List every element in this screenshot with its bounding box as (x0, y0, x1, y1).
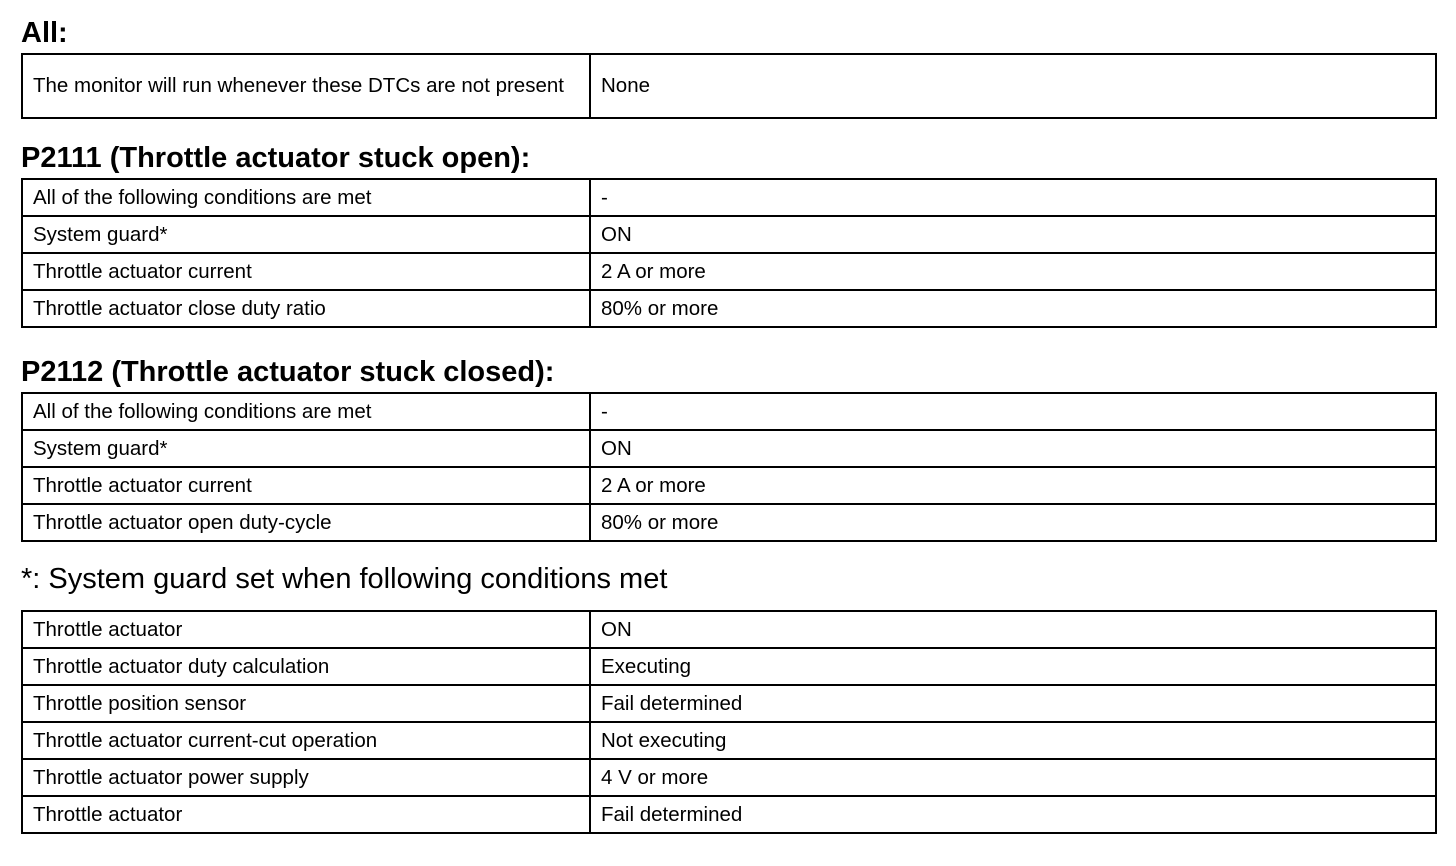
section-heading-p2111: P2111 (Throttle actuator stuck open): (21, 142, 531, 174)
condition-label: All of the following conditions are met (22, 179, 590, 216)
condition-value: 80% or more (590, 504, 1436, 541)
table-row (22, 722, 1436, 759)
p2111-conditions-table (21, 178, 1437, 328)
condition-value: Fail determined (590, 796, 1436, 833)
condition-value: Executing (590, 648, 1436, 685)
condition-value: 2 A or more (590, 467, 1436, 504)
condition-label: Throttle actuator open duty-cycle (22, 504, 590, 541)
table-row (22, 393, 1436, 430)
condition-value: Not executing (590, 722, 1436, 759)
condition-value: 80% or more (590, 290, 1436, 327)
table-row (22, 290, 1436, 327)
table-row (22, 759, 1436, 796)
condition-label: System guard* (22, 216, 590, 253)
condition-label: The monitor will run whenever these DTCs are not present (22, 54, 590, 118)
table-row (22, 648, 1436, 685)
condition-label: System guard* (22, 430, 590, 467)
condition-value: 4 V or more (590, 759, 1436, 796)
condition-value: 2 A or more (590, 253, 1436, 290)
condition-label: Throttle actuator current-cut operation (22, 722, 590, 759)
table-row (22, 796, 1436, 833)
condition-value: - (590, 393, 1436, 430)
condition-label: Throttle actuator close duty ratio (22, 290, 590, 327)
condition-label: Throttle actuator (22, 796, 590, 833)
condition-value: Fail determined (590, 685, 1436, 722)
table-row (22, 611, 1436, 648)
p2112-conditions-table (21, 392, 1437, 542)
table-row (22, 467, 1436, 504)
table-row (22, 685, 1436, 722)
table-row (22, 54, 1436, 118)
condition-value: ON (590, 216, 1436, 253)
condition-label: Throttle actuator (22, 611, 590, 648)
system-guard-conditions-table (21, 610, 1437, 834)
all-conditions-table (21, 53, 1437, 119)
condition-label: Throttle actuator current (22, 253, 590, 290)
table-row (22, 216, 1436, 253)
table-row (22, 179, 1436, 216)
condition-value: None (590, 54, 1436, 118)
table-row (22, 430, 1436, 467)
condition-value: - (590, 179, 1436, 216)
condition-label: All of the following conditions are met (22, 393, 590, 430)
system-guard-note: *: System guard set when following conditions met (21, 563, 668, 595)
condition-label: Throttle position sensor (22, 685, 590, 722)
condition-label: Throttle actuator duty calculation (22, 648, 590, 685)
condition-label: Throttle actuator current (22, 467, 590, 504)
condition-label: Throttle actuator power supply (22, 759, 590, 796)
condition-value: ON (590, 611, 1436, 648)
table-row (22, 253, 1436, 290)
condition-value: ON (590, 430, 1436, 467)
section-heading-all: All: (21, 17, 68, 49)
section-heading-p2112: P2112 (Throttle actuator stuck closed): (21, 356, 555, 388)
table-row (22, 504, 1436, 541)
